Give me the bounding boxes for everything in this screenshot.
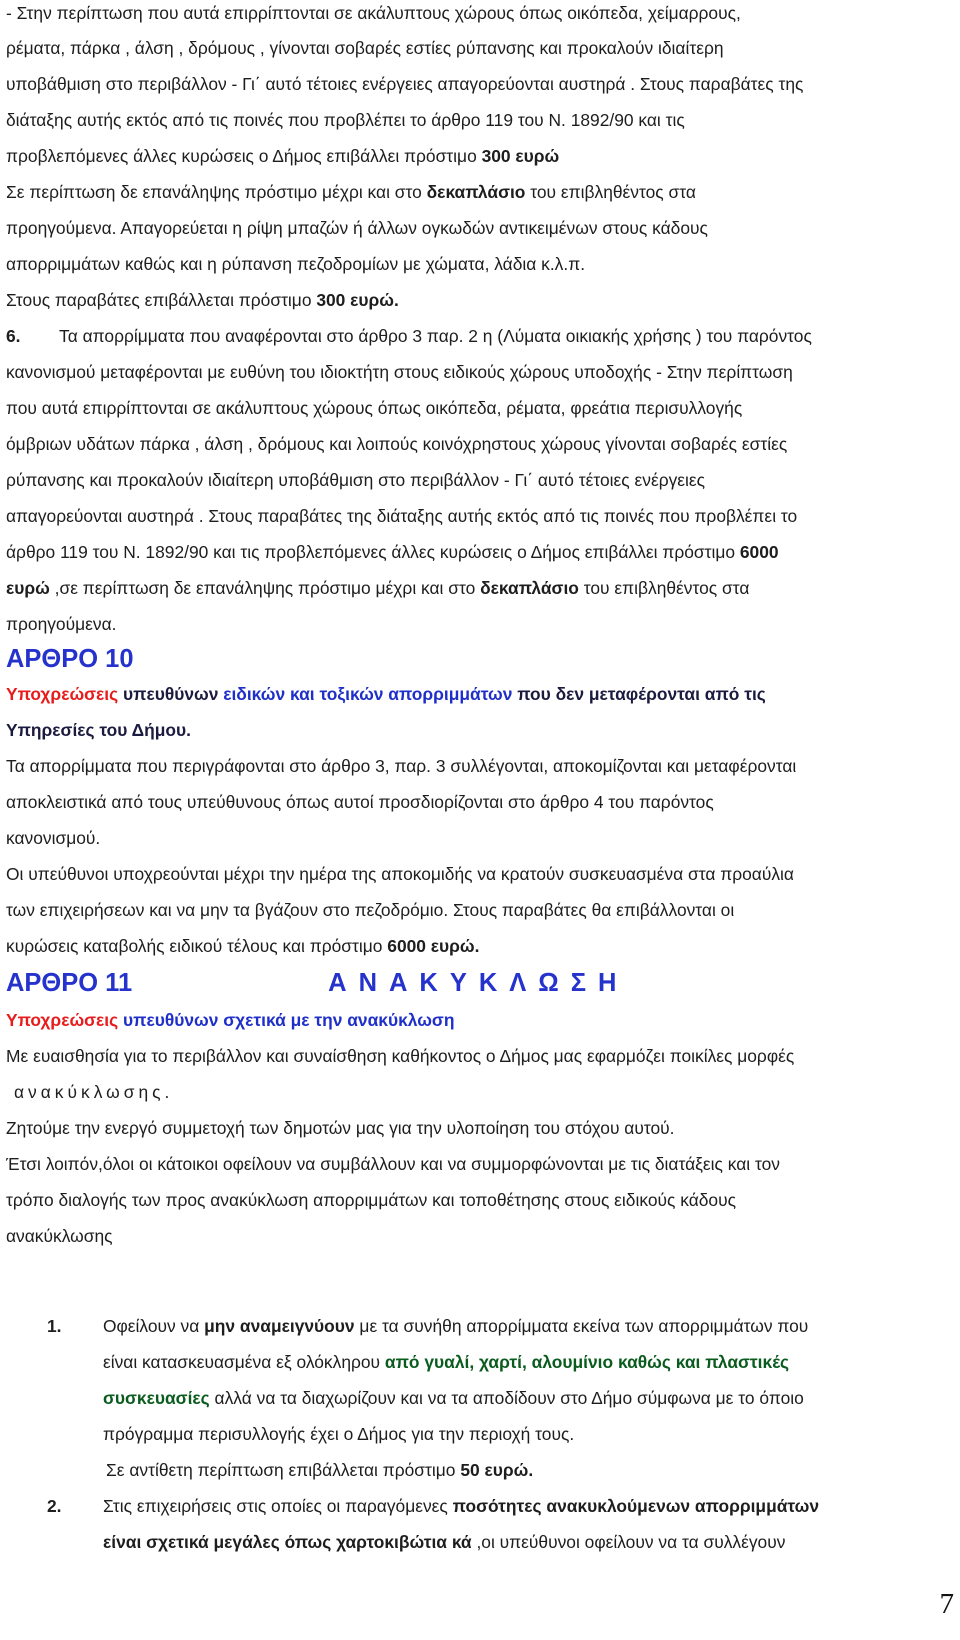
text-span: του επιβληθέντος στα: [525, 182, 696, 202]
text-span: προβλεπόμενες άλλες κυρώσεις ο Δήμος επιβάλλει πρόστιμο: [6, 146, 482, 166]
article-10-heading: [6, 642, 956, 676]
article-11-subheading: [6, 1002, 956, 1038]
article-10-subheading-cont: [6, 712, 956, 748]
text-line: [6, 318, 956, 354]
text-span: κυρώσεις καταβολής ειδικού τέλους και πρόστιμο: [6, 936, 388, 956]
text-span: Οι υπεύθυνοι υποχρεούνται μέχρι την ημέρα της αποκομιδής να κρατούν συσκευασμένα στα προαύλια: [6, 864, 794, 884]
text-line: [6, 570, 956, 606]
text-span: πρόγραμμα περισυλλογής έχει ο Δήμος για την περιοχή τους.: [103, 1424, 575, 1444]
page-text: [6, 0, 956, 1560]
text-span: αλλά να τα διαχωρίζουν και να τα αποδίδουν στο Δήμο σύμφωνα με το όποιο: [209, 1388, 804, 1408]
subheading-red: Υποχρεώσεις: [6, 684, 119, 704]
text-line: [6, 892, 956, 928]
text-span: που αυτά επιρρίπτονται σε ακάλυπτους χώρους όπως οικόπεδα, ρέματα, φρεάτια περισυλλογής: [6, 398, 743, 418]
text-span: ,οι υπεύθυνοι οφείλουν να τα συλλέγουν: [471, 1532, 786, 1552]
list-item-line: [6, 1452, 956, 1488]
list-number: 6.: [6, 326, 21, 346]
emphasis-text: μην αναμειγνύουν: [204, 1316, 355, 1336]
emphasis-green: από γυαλί, χαρτί, αλουμίνιο καθώς και πλαστικές: [384, 1352, 790, 1372]
fine-amount: ευρώ: [6, 578, 50, 598]
text-span: ανακύκλωσης: [6, 1226, 113, 1246]
list-item: [6, 1308, 956, 1344]
text-span: Τα απορρίμματα που περιγράφονται στο άρθρο 3, παρ. 3 συλλέγονται, αποκομίζονται και μεταφέρονται: [6, 756, 797, 776]
text-line: [6, 390, 956, 426]
heading-text: ΑΡΘΡΟ 10: [6, 645, 134, 673]
list-item-line: [6, 1416, 956, 1452]
text-line: [6, 1146, 956, 1182]
text-span: ,σε περίπτωση δε επανάληψης πρόστιμο μέχρι και στο: [49, 578, 481, 598]
text-span: κανονισμού μεταφέρονται με ευθύνη του ιδιοκτήτη στους ειδικούς χώρους υποδοχής - Στην περίπτωση: [6, 362, 793, 382]
text-span: ανακύκλωσης.: [14, 1082, 174, 1102]
text-line: [6, 856, 956, 892]
text-line: [6, 462, 956, 498]
list-item-line: [6, 1344, 956, 1380]
text-line: [6, 174, 956, 210]
list-number: 2.: [47, 1496, 62, 1516]
emphasis-text: δεκαπλάσιο: [426, 182, 526, 202]
text-line: [6, 1074, 956, 1110]
text-line: [6, 820, 956, 856]
text-span: αποκλειστικά από τους υπεύθυνους όπως αυτοί προσδιορίζονται στο άρθρο 4 του παρόντος: [6, 792, 714, 812]
subheading-text: υπευθύνων: [118, 684, 224, 704]
text-span: του επιβληθέντος στα: [578, 578, 750, 598]
text-span: Οφείλουν να: [103, 1316, 205, 1336]
text-line: [6, 30, 956, 66]
text-line: [6, 246, 956, 282]
text-line: [6, 534, 956, 570]
text-line: [6, 606, 956, 642]
heading-title: ΑΝΑΚΥΚΛΩΣΗ: [328, 969, 629, 997]
text-span: Στις επιχειρήσεις στις οποίες οι παραγόμενες: [103, 1496, 453, 1516]
emphasis-text: ποσότητες ανακυκλούμενων απορριμμάτων: [452, 1496, 820, 1516]
text-span: Με ευαισθησία για το περιβάλλον και συναίσθηση καθήκοντος ο Δήμος μας εφαρμόζει ποικίλες μορφές: [6, 1046, 795, 1066]
text-span: Σε αντίθετη περίπτωση επιβάλλεται πρόστιμο: [106, 1460, 461, 1480]
subheading-text: που δεν μεταφέρονται από τις: [512, 684, 766, 704]
emphasis-text: δεκαπλάσιο: [480, 578, 579, 598]
text-span: Τα απορρίμματα που αναφέρονται στο άρθρο 3 παρ. 2 η (Λύματα οικιακής χρήσης ) του παρόντος: [59, 326, 812, 346]
text-span: ρύπανσης και προκαλούν ιδιαίτερη υποβάθμιση στο περιβάλλον - Γι΄ αυτό τέτοιες ενέργειες: [6, 470, 706, 490]
subheading-blue: υπευθύνων σχετικά με την ανακύκλωση: [118, 1010, 455, 1030]
text-span: κανονισμού.: [6, 828, 101, 848]
fine-amount: 6000 ευρώ.: [387, 936, 480, 956]
text-span: υποβάθμιση στο περιβάλλον - Γι΄ αυτό τέτοιες ενέργειες απαγορεύονται αυστηρά . Στους παραβάτες της: [6, 74, 804, 94]
text-span: Σε περίπτωση δε επανάληψης πρόστιμο μέχρι και στο: [6, 182, 427, 202]
text-span: όμβριων υδάτων πάρκα , άλση , δρόμους και λοιπούς κοινόχρηστους χώρους γίνονται σοβαρές εστίες: [6, 434, 788, 454]
text-span: Ζητούμε την ενεργό συμμετοχή των δημοτών μας για την υλοποίηση του στόχου αυτού.: [6, 1118, 675, 1138]
text-line: [6, 1218, 956, 1254]
text-line: [6, 138, 956, 174]
subheading-text: Υπηρεσίες του Δήμου.: [6, 720, 191, 740]
article-10-subheading: [6, 676, 956, 712]
emphasis-green: συσκευασίες: [103, 1388, 210, 1408]
text-span: προηγούμενα. Απαγορεύεται η ρίψη μπαζών ή άλλων ογκωδών αντικειμένων στους κάδους: [6, 218, 708, 238]
text-line: [6, 1038, 956, 1074]
text-span: των επιχειρήσεων και να μην τα βγάζουν στο πεζοδρόμιο. Στους παραβάτες θα επιβάλλονται οι: [6, 900, 735, 920]
text-span: είναι κατασκευασμένα εξ ολόκληρου: [103, 1352, 385, 1372]
text-line: [6, 210, 956, 246]
subheading-blue: ειδικών και τοξικών απορριμμάτων: [223, 684, 513, 704]
text-span: απαγορεύονται αυστηρά . Στους παραβάτες της διάταξης αυτής εκτός από τις ποινές που προβλέπει το: [6, 506, 798, 526]
text-span: προηγούμενα.: [6, 614, 117, 634]
text-span: διάταξης αυτής εκτός από τις ποινές που προβλέπει το άρθρο 119 του Ν. 1892/90 και τις: [6, 110, 685, 130]
text-line: [6, 1110, 956, 1146]
subheading-red: Υποχρεώσεις: [6, 1010, 119, 1030]
list-number: 1.: [47, 1316, 62, 1336]
article-11-heading: [6, 964, 956, 1002]
text-line: [6, 354, 956, 390]
text-span: Στους παραβάτες επιβάλλεται πρόστιμο: [6, 290, 317, 310]
text-span: ρέματα, πάρκα , άλση , δρόμους , γίνονται σοβαρές εστίες ρύπανσης και προκαλούν ιδιαίτερη: [6, 38, 724, 58]
list-item-line: [6, 1380, 956, 1416]
page-number: 7: [939, 1588, 954, 1620]
text-line: [6, 1182, 956, 1218]
text-span: απορριμμάτων καθώς και η ρύπανση πεζοδρομίων με χώματα, λάδια κ.λ.π.: [6, 254, 586, 274]
fine-amount: 50 ευρώ.: [460, 1460, 534, 1480]
list-item-line: [6, 1524, 956, 1560]
heading-text: ΑΡΘΡΟ 11: [6, 969, 133, 997]
text-span: - Στην περίπτωση που αυτά επιρρίπτονται σε ακάλυπτους χώρους όπως οικόπεδα, χείμαρρους,: [6, 3, 741, 23]
text-line: [6, 0, 956, 30]
text-span: άρθρο 119 του Ν. 1892/90 και τις προβλεπόμενες άλλες κυρώσεις ο Δήμος επιβάλλει πρόστιμο: [6, 542, 740, 562]
text-span: με τα συνήθη απορρίμματα εκείνα των απορριμμάτων που: [354, 1316, 809, 1336]
text-span: Έτσι λοιπόν,όλοι οι κάτοικοι οφείλουν να συμβάλλουν και να συμμορφώνονται με τις διατάξεις και τον: [6, 1154, 780, 1174]
text-line: [6, 498, 956, 534]
fine-amount: 300 ευρώ.: [316, 290, 399, 310]
text-line: [6, 928, 956, 964]
text-line: [6, 102, 956, 138]
text-line: [6, 748, 956, 784]
fine-amount: 300 ευρώ: [481, 146, 560, 166]
spacer: [6, 1254, 956, 1308]
fine-amount: 6000: [739, 542, 779, 562]
emphasis-text: είναι σχετικά μεγάλες όπως χαρτοκιβώτια κά: [103, 1532, 472, 1552]
text-line: [6, 282, 956, 318]
text-line: [6, 784, 956, 820]
list-item: [6, 1488, 956, 1524]
text-line: [6, 66, 956, 102]
text-line: [6, 426, 956, 462]
text-span: τρόπο διαλογής των προς ανακύκλωση απορριμμάτων και τοποθέτησης στους ειδικούς κάδους: [6, 1190, 736, 1210]
